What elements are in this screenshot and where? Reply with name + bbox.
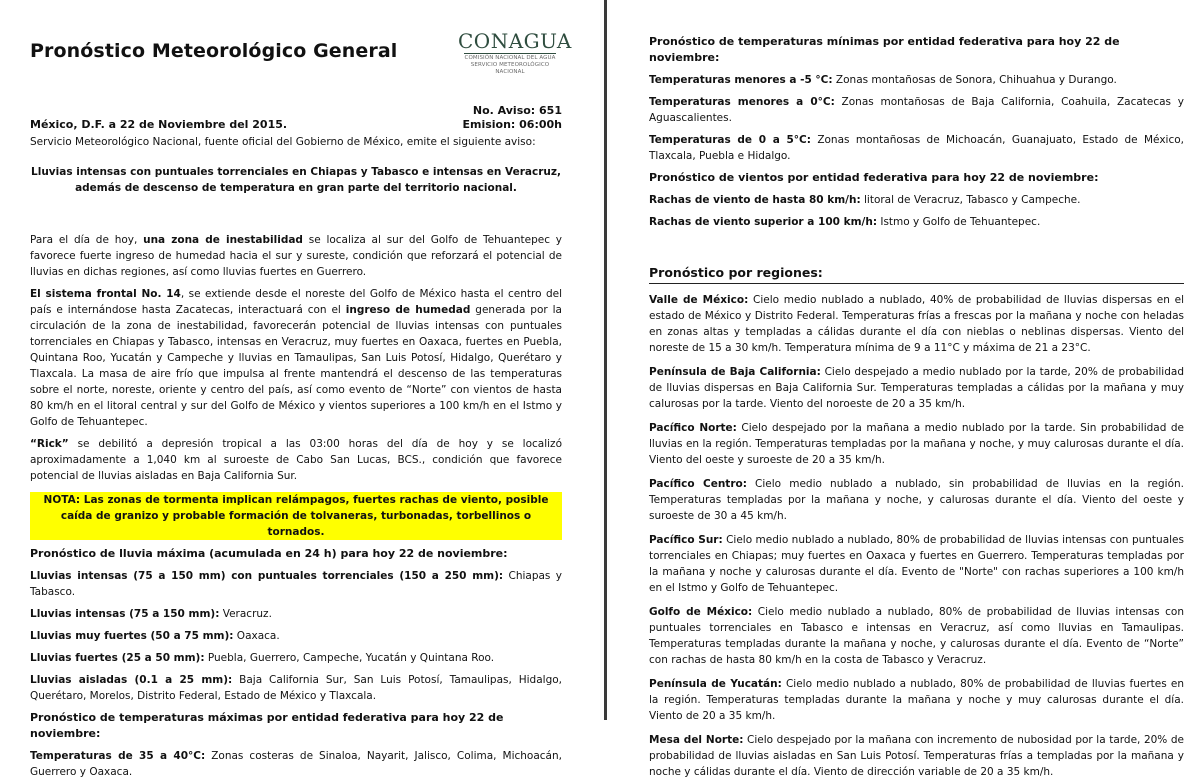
tmin-item-label: Temperaturas menores a 0°C: [649,96,835,108]
tmin-item [649,132,1184,164]
region-item-value: Cielo despejado por la mañana con incremento de nubosidad por la tarde, 20% de probabilidad de lluvias aisladas en San Luis Potosí. Temperaturas frías a templadas por la mañana y noche y cálidas durante el día. Viento de dirección variable de 20 a 35 km/h. [649,734,1184,778]
region-item-label: Pacífico Sur: [649,534,723,546]
region-item-value: Cielo despejado a medio nublado por la tarde, 20% de probabilidad de lluvias dispersas en Baja California Sur. Temperaturas templadas a cálidas por la mañana y muy calurosas por la tarde. Viento del noroeste de 20 a 35 km/h. [649,366,1184,410]
region-item-value: Cielo medio nublado a nublado, 80% de probabilidad de lluvias intensas con puntuales torrenciales en Chiapas; muy fuertes en Oaxaca y fuertes en Guerrero. Temperaturas templadas por la mañana y noche y calurosas durante el día. Evento de "Norte" con rachas superiores a 100 km/h en el Istmo y Golfo de Tehuantepec. [649,534,1184,594]
right-page [608,0,1200,778]
region-item [649,292,1184,356]
p2-text-a: El sistema frontal No. 14 [30,288,181,300]
left-content [30,40,562,780]
headline-line-1: Lluvias intensas con puntuales torrenciales en Chiapas y Tabasco e intensas en Veracruz, [31,166,561,178]
paragraph-instability [30,232,562,280]
rain-item-value: Oaxaca. [233,630,280,642]
tmin-forecast-list [649,72,1184,164]
rain-item [30,568,562,600]
regions-title: Pronóstico por regiones: [649,264,1184,284]
wind-item [649,214,1184,230]
tmin-item-value: Zonas montañosas de Sonora, Chihuahua y Durango. [832,74,1117,86]
rain-item-value: Chiapas y Tabasco. [30,570,563,598]
region-item-label: Valle de México: [649,294,749,306]
logo-wordmark: CONAGUA [458,29,572,53]
rain-item-value: Veracruz. [219,608,272,620]
region-item [649,420,1184,468]
wind-item [649,192,1184,208]
tmin-item [649,72,1184,88]
p1-text-a: Para el día de hoy, [30,234,144,246]
region-item-label: Pacífico Norte: [649,422,737,434]
region-item-label: Península de Baja California: [649,366,821,378]
wind-forecast-title: Pronóstico de vientos por entidad federativa para hoy 22 de noviembre: [649,171,1099,184]
tmin-item-value: Zonas montañosas de Michoacán, Guanajuato, Estado de México, Tlaxcala, Puebla e Hidalgo. [649,134,1184,162]
tmin-forecast-title: Pronóstico de temperaturas mínimas por entidad federativa para hoy 22 de noviembre: [649,35,1120,64]
wind-item-value: litoral de Veracruz, Tabasco y Campeche. [860,194,1081,206]
p1-text-c: se localiza al sur del Golfo de Tehuantepec y favorece fuerte ingreso de humedad hacia el sur y sureste, condición que reforzará el potencial de lluvias en dichas regiones, así como lluvias fuertes en Guerrero. [30,234,562,278]
tmax-item-value: Zonas costeras de Sinaloa, Nayarit, Jalisco, Colima, Michoacán, Guerrero y Oaxaca. [30,750,562,778]
rain-item [30,672,562,704]
wind-forecast-list [649,192,1184,230]
region-item [649,676,1184,724]
tmin-item-value: Zonas montañosas de Baja California, Coahuila, Zacatecas y Aguascalientes. [649,96,1184,124]
wind-item-label: Rachas de viento superior a 100 km/h: [649,216,878,228]
intro-text: Servicio Meteorológico Nacional, fuente oficial del Gobierno de México, emite el siguiente aviso: [30,136,536,148]
region-item-label: Península de Yucatán: [649,678,782,690]
emission-time: Emision: 06:00h [462,118,562,131]
tmin-item-label: Temperaturas menores a -5 °C: [649,74,833,86]
aviso-row [30,104,562,118]
region-item-label: Pacífico Centro: [649,478,747,490]
region-item-value: Cielo medio nublado a nublado, 80% de probabilidad de lluvias intensas con puntuales torrenciales en Tabasco e intensas en Veracruz, así como lluvias en Tamaulipas. Temperaturas templadas durante la mañana y noche, y calurosas durante el día. Evento de “Norte” con rachas de hasta 80 km/h en la costa de Tabasco y Veracruz. [649,606,1185,666]
region-item-label: Mesa del Norte: [649,734,744,746]
region-item-value: Cielo medio nublado a nublado, 80% de probabilidad de lluvias fuertes en la región. Temperaturas templadas durante la mañana y noche y muy calurosas durante el día. Viento de 20 a 35 km/h. [649,678,1184,722]
rain-forecast-list [30,568,562,704]
region-item-value: Cielo despejado por la mañana a medio nublado por la tarde. Sin probabilidad de lluvias en la región. Temperaturas templadas por la mañana y noche, y muy calurosas durante el día. Viento del oeste y suroeste de 20 a 35 km/h. [649,422,1184,466]
region-item-label: Golfo de México: [649,606,753,618]
date-row [30,118,562,132]
region-item [649,532,1184,596]
tmin-item [649,94,1184,126]
rain-forecast-title: Pronóstico de lluvia máxima (acumulada en 24 h) para hoy 22 de noviembre: [30,547,508,560]
region-item [649,476,1184,524]
p1-text-b: una zona de inestabilidad [143,234,303,246]
headline-line-2: además de descenso de temperatura en gran parte del territorio nacional. [75,182,517,194]
rain-item-label: Lluvias intensas (75 a 150 mm): [30,608,220,620]
p2-text-b: , se extiende desde el noreste del Golfo de México hasta el centro del país e internándose hasta Zacatecas, interactuará con el [30,288,562,316]
rain-item [30,606,562,622]
p2-text-d: generada por la circulación de la zona de inestabilidad, favorecerán potencial de lluvias intensas con puntuales torrenciales en Chiapas y Tabasco, intensas en Veracruz, muy fuertes en Oaxaca, fuertes en Puebla, Quintana Roo, Yucatán y Campeche y lluvias en Tamaulipas, San Luis Potosí, Hidalgo, Querétaro y Tlaxcala. La masa de aire frío que impulsa al frente mantendrá el descenso de las temperaturas sobre el norte, noreste, oriente y centro del país, así como evento de “Norte” con vientos de hasta 80 km/h en el litoral central y sur del Golfo de México y vientos superiores a 100 km/h en el Istmo y Golfo de Tehuantepec. [30,304,562,428]
storm-note: NOTA: Las zonas de tormenta implican relámpagos, fuertes rachas de viento, posible caída de granizo y probable formación de tolvaneras, turbonadas, torbellinos o tornados. [30,492,562,540]
regions-list [649,292,1184,780]
rain-item-value: Baja California Sur, San Luis Potosí, Tamaulipas, Hidalgo, Querétaro, Morelos, Distrito Federal, Estado de México y Tlaxcala. [30,674,562,702]
region-item [649,732,1184,780]
region-item [649,604,1184,668]
rain-item [30,628,562,644]
paragraph-rick [30,436,562,484]
p3-text-b: se debilitó a depresión tropical a las 03:00 horas del día de hoy y se localizó aproximadamente a 1,040 km al suroeste de Cabo San Lucas, BCS., condición que favorece potencial de lluvias aisladas en Baja California Sur. [30,438,562,482]
logo-line-2: SERVICIO METEOROLÓGICO NACIONAL [470,62,550,75]
tmin-item-label: Temperaturas de 0 a 5°C: [649,134,811,146]
region-item [649,364,1184,412]
logo-line-1: COMISIÓN NACIONAL DEL AGUA [464,55,556,61]
issue-date: México, D.F. a 22 de Noviembre del 2015. [30,118,288,131]
rain-item-label: Lluvias aisladas (0.1 a 25 mm): [30,674,233,686]
tmax-item [30,748,562,780]
paragraph-frontal-system [30,286,562,430]
region-item-value: Cielo medio nublado a nublado, sin probabilidad de lluvias en la región. Temperaturas templadas por la mañana y noche, y calurosas durante el día. Viento del oeste y suroeste de 30 a 45 km/h. [649,478,1184,522]
rain-item-value: Puebla, Guerrero, Campeche, Yucatán y Quintana Roo. [204,652,495,664]
p3-text-a: “Rick” [30,438,69,450]
tmax-forecast-list [30,748,562,780]
wind-item-value: Istmo y Golfo de Tehuantepec. [877,216,1041,228]
p2-text-c: ingreso de humedad [345,304,471,316]
page-divider [604,0,607,720]
rain-item-label: Lluvias fuertes (25 a 50 mm): [30,652,205,664]
aviso-number: No. Aviso: 651 [472,104,562,117]
rain-item-label: Lluvias muy fuertes (50 a 75 mm): [30,630,234,642]
tmax-forecast-title: Pronóstico de temperaturas máximas por entidad federativa para hoy 22 de noviembre: [30,711,504,740]
rain-item-label: Lluvias intensas (75 a 150 mm) con puntuales torrenciales (150 a 250 mm): [30,570,504,582]
page-title: Pronóstico Meteorológico General [30,40,398,62]
right-content [649,34,1184,780]
region-item-value: Cielo medio nublado a nublado, 40% de probabilidad de lluvias dispersas en el estado de México y Distrito Federal. Temperaturas frías a frescas por la mañana y noche con heladas en zonas altas y templadas a cálidas durante el día con nieblas o neblinas dispersas. Viento del noreste de 15 a 30 km/h. Temperatura mínima de 9 a 11°C y máxima de 21 a 23°C. [649,294,1184,354]
tmax-item-label: Temperaturas de 35 a 40°C: [30,750,206,762]
wind-item-label: Rachas de viento de hasta 80 km/h: [649,194,861,206]
rain-item [30,650,562,666]
